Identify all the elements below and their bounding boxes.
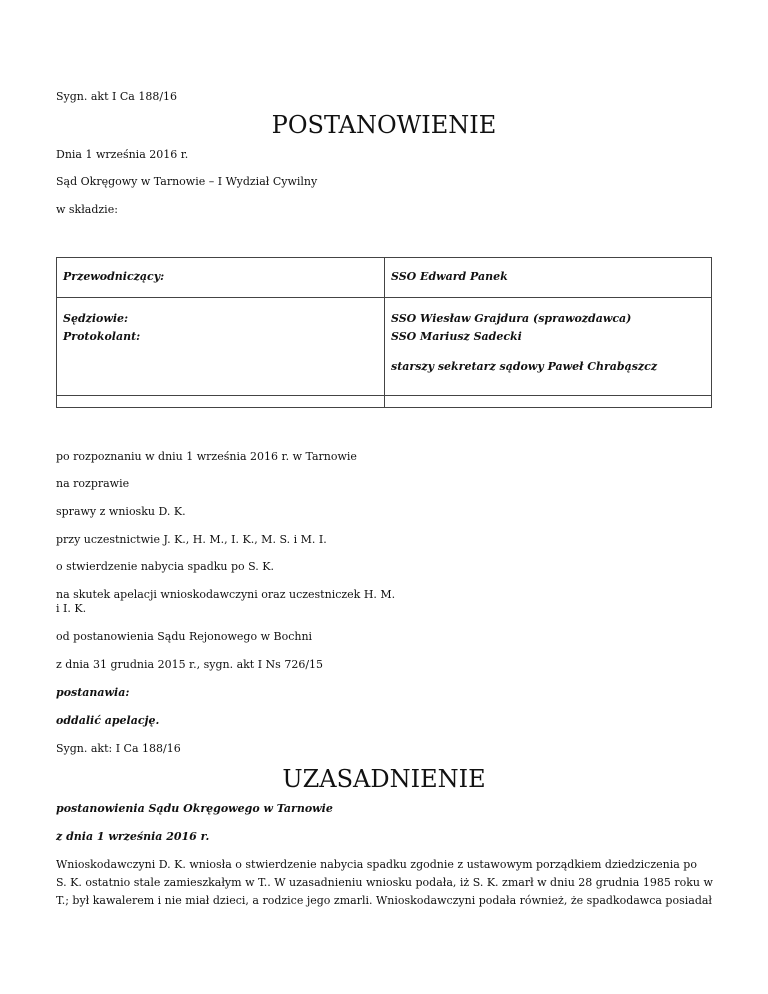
chair-name: SSO Edward Panek	[385, 258, 712, 298]
justification-subtitle-1: postanowienia Sądu Okręgowego w Tarnowie	[56, 802, 333, 815]
body-line-3: sprawy z wniosku D. K.	[56, 505, 186, 518]
body-line-6b: i I. K.	[56, 602, 87, 615]
body-line-2: na rozprawie	[56, 477, 130, 490]
composition-intro: w składzie:	[56, 203, 118, 216]
body-line-7: od postanowienia Sądu Rejonowego w Bochni	[56, 630, 313, 643]
court-panel-table	[56, 257, 712, 408]
body-line-1: po rozpoznaniu w dniu 1 września 2016 r. w Tarnowie	[56, 450, 357, 463]
body-line-4: przy uczestnictwie J. K., H. M., I. K., M. S. i M. I.	[56, 533, 327, 546]
justification-line-1: Wnioskodawczyni D. K. wniosła o stwierdzenie nabycia spadku zgodnie z ustawowym porządkiem dziedziczenia po	[56, 858, 697, 871]
empty-cell-right	[385, 396, 712, 408]
decision-text: oddalić apelację.	[56, 714, 160, 727]
body-line-8: z dnia 31 grudnia 2015 r., sygn. akt I Ns 726/15	[56, 658, 324, 671]
document-title: POSTANOWIENIE	[271, 111, 497, 139]
recorder-label: Protokolant:	[57, 326, 385, 354]
body-line-6a: na skutek apelacji wnioskodawczyni oraz uczestniczek H. M.	[56, 588, 396, 601]
justification-case-reference: Sygn. akt: I Ca 188/16	[56, 742, 181, 755]
recorder-name: SSO Mariusz Sadecki	[385, 326, 712, 354]
body-line-5: o stwierdzenie nabycia spadku po S. K.	[56, 560, 275, 573]
case-reference: Sygn. akt I Ca 188/16	[56, 90, 178, 103]
recorder-extra-spacer	[57, 354, 385, 396]
justification-line-3: T.; był kawalerem i nie miał dzieci, a rodzice jego zmarli. Wnioskodawczyni podała również, że spadkodawca posiadał	[56, 894, 712, 907]
justification-line-2: S. K. ostatnio stale zamieszkałym w T.. W uzasadnieniu wniosku podała, iż S. K. zmarł w dniu 28 grudnia 1985 roku w	[56, 876, 713, 889]
justification-subtitle-2: z dnia 1 września 2016 r.	[56, 830, 210, 843]
court-name: Sąd Okręgowy w Tarnowie – I Wydział Cywilny	[56, 175, 318, 188]
chair-label: Przewodniczący:	[57, 258, 385, 298]
decision-label: postanawia:	[56, 686, 130, 699]
date-line: Dnia 1 września 2016 r.	[56, 148, 189, 161]
judges-name: SSO Wiesław Grajdura (sprawozdawca)	[385, 298, 712, 326]
empty-cell-left	[57, 396, 385, 408]
judges-label: Sędziowie:	[57, 298, 385, 326]
justification-title: UZASADNIENIE	[282, 765, 486, 793]
recorder-extra: starszy sekretarz sądowy Paweł Chrabąszcz	[385, 354, 712, 396]
